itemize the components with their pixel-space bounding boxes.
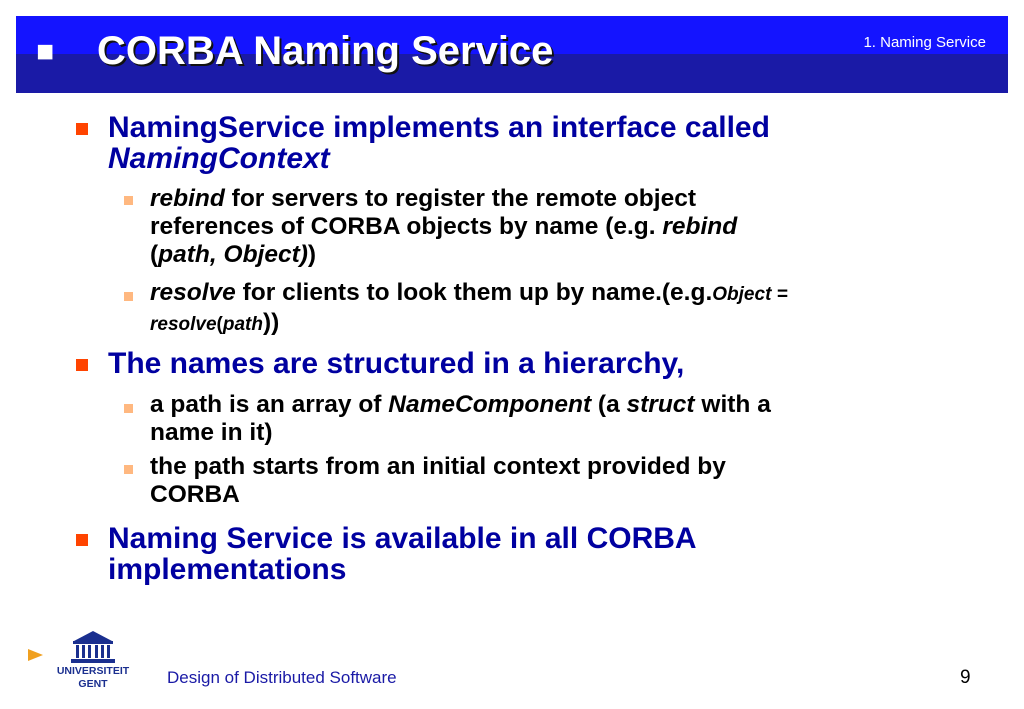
text: for clients to look them up by name.(e.g. bbox=[235, 279, 713, 306]
term: path bbox=[158, 241, 210, 268]
sub-bullet-text bbox=[150, 391, 771, 447]
text: with a bbox=[694, 391, 771, 418]
term: Object) bbox=[223, 241, 308, 268]
bullet-square-icon bbox=[76, 123, 88, 135]
logo-text: GENT bbox=[78, 678, 108, 690]
text: ( bbox=[150, 241, 159, 268]
text: )) bbox=[262, 309, 280, 336]
term: rebind bbox=[662, 213, 738, 240]
term: resolve bbox=[150, 279, 236, 306]
bullet-text bbox=[108, 112, 770, 174]
text: the path starts from an initial context provided by bbox=[150, 453, 726, 480]
text: references of CORBA objects by name (e.g. bbox=[150, 213, 663, 240]
bullet-square-icon bbox=[76, 534, 88, 546]
line: Naming Service is available in all CORBA bbox=[108, 522, 697, 555]
text: name in it) bbox=[150, 419, 273, 446]
university-logo bbox=[52, 630, 134, 692]
text: CORBA bbox=[150, 481, 240, 508]
slide-title: CORBA Naming Service bbox=[97, 29, 554, 73]
title-bar bbox=[16, 16, 1008, 93]
bullet-square-icon bbox=[76, 359, 88, 371]
term: Object = bbox=[712, 284, 788, 305]
text: (a bbox=[591, 391, 627, 418]
sub-bullet-square-icon bbox=[124, 292, 133, 301]
line: implementations bbox=[108, 553, 347, 586]
sub-bullet-square-icon bbox=[124, 196, 133, 205]
sub-bullet-text bbox=[150, 279, 788, 339]
text: , bbox=[209, 241, 224, 268]
text: for servers to register the remote object bbox=[224, 185, 696, 212]
sub-bullet-text bbox=[150, 185, 737, 269]
building-icon bbox=[52, 630, 134, 664]
line: The names are structured in a hierarchy, bbox=[108, 347, 685, 380]
sub-bullet-square-icon bbox=[124, 404, 133, 413]
text: a path is an array of bbox=[150, 391, 389, 418]
term: path bbox=[222, 314, 263, 335]
bullet-text bbox=[108, 348, 684, 379]
term: resolve bbox=[150, 314, 217, 335]
page-number: 9 bbox=[960, 667, 971, 688]
line-italic: NamingContext bbox=[108, 142, 330, 175]
text: ( bbox=[216, 314, 223, 335]
sub-bullet-text bbox=[150, 453, 726, 509]
term: rebind bbox=[150, 185, 225, 212]
line: NamingService implements an interface called bbox=[108, 111, 770, 144]
section-label: 1. Naming Service bbox=[863, 34, 986, 51]
title-bullet-icon: ■ bbox=[36, 35, 55, 68]
term: struct bbox=[626, 391, 695, 418]
bullet-text bbox=[108, 523, 697, 585]
logo-text: UNIVERSITEIT bbox=[56, 665, 130, 677]
course-title: Design of Distributed Software bbox=[167, 668, 397, 687]
sub-bullet-square-icon bbox=[124, 465, 133, 474]
term: NameComponent bbox=[388, 391, 592, 418]
play-arrow-icon bbox=[28, 647, 44, 663]
text: ) bbox=[307, 241, 317, 268]
